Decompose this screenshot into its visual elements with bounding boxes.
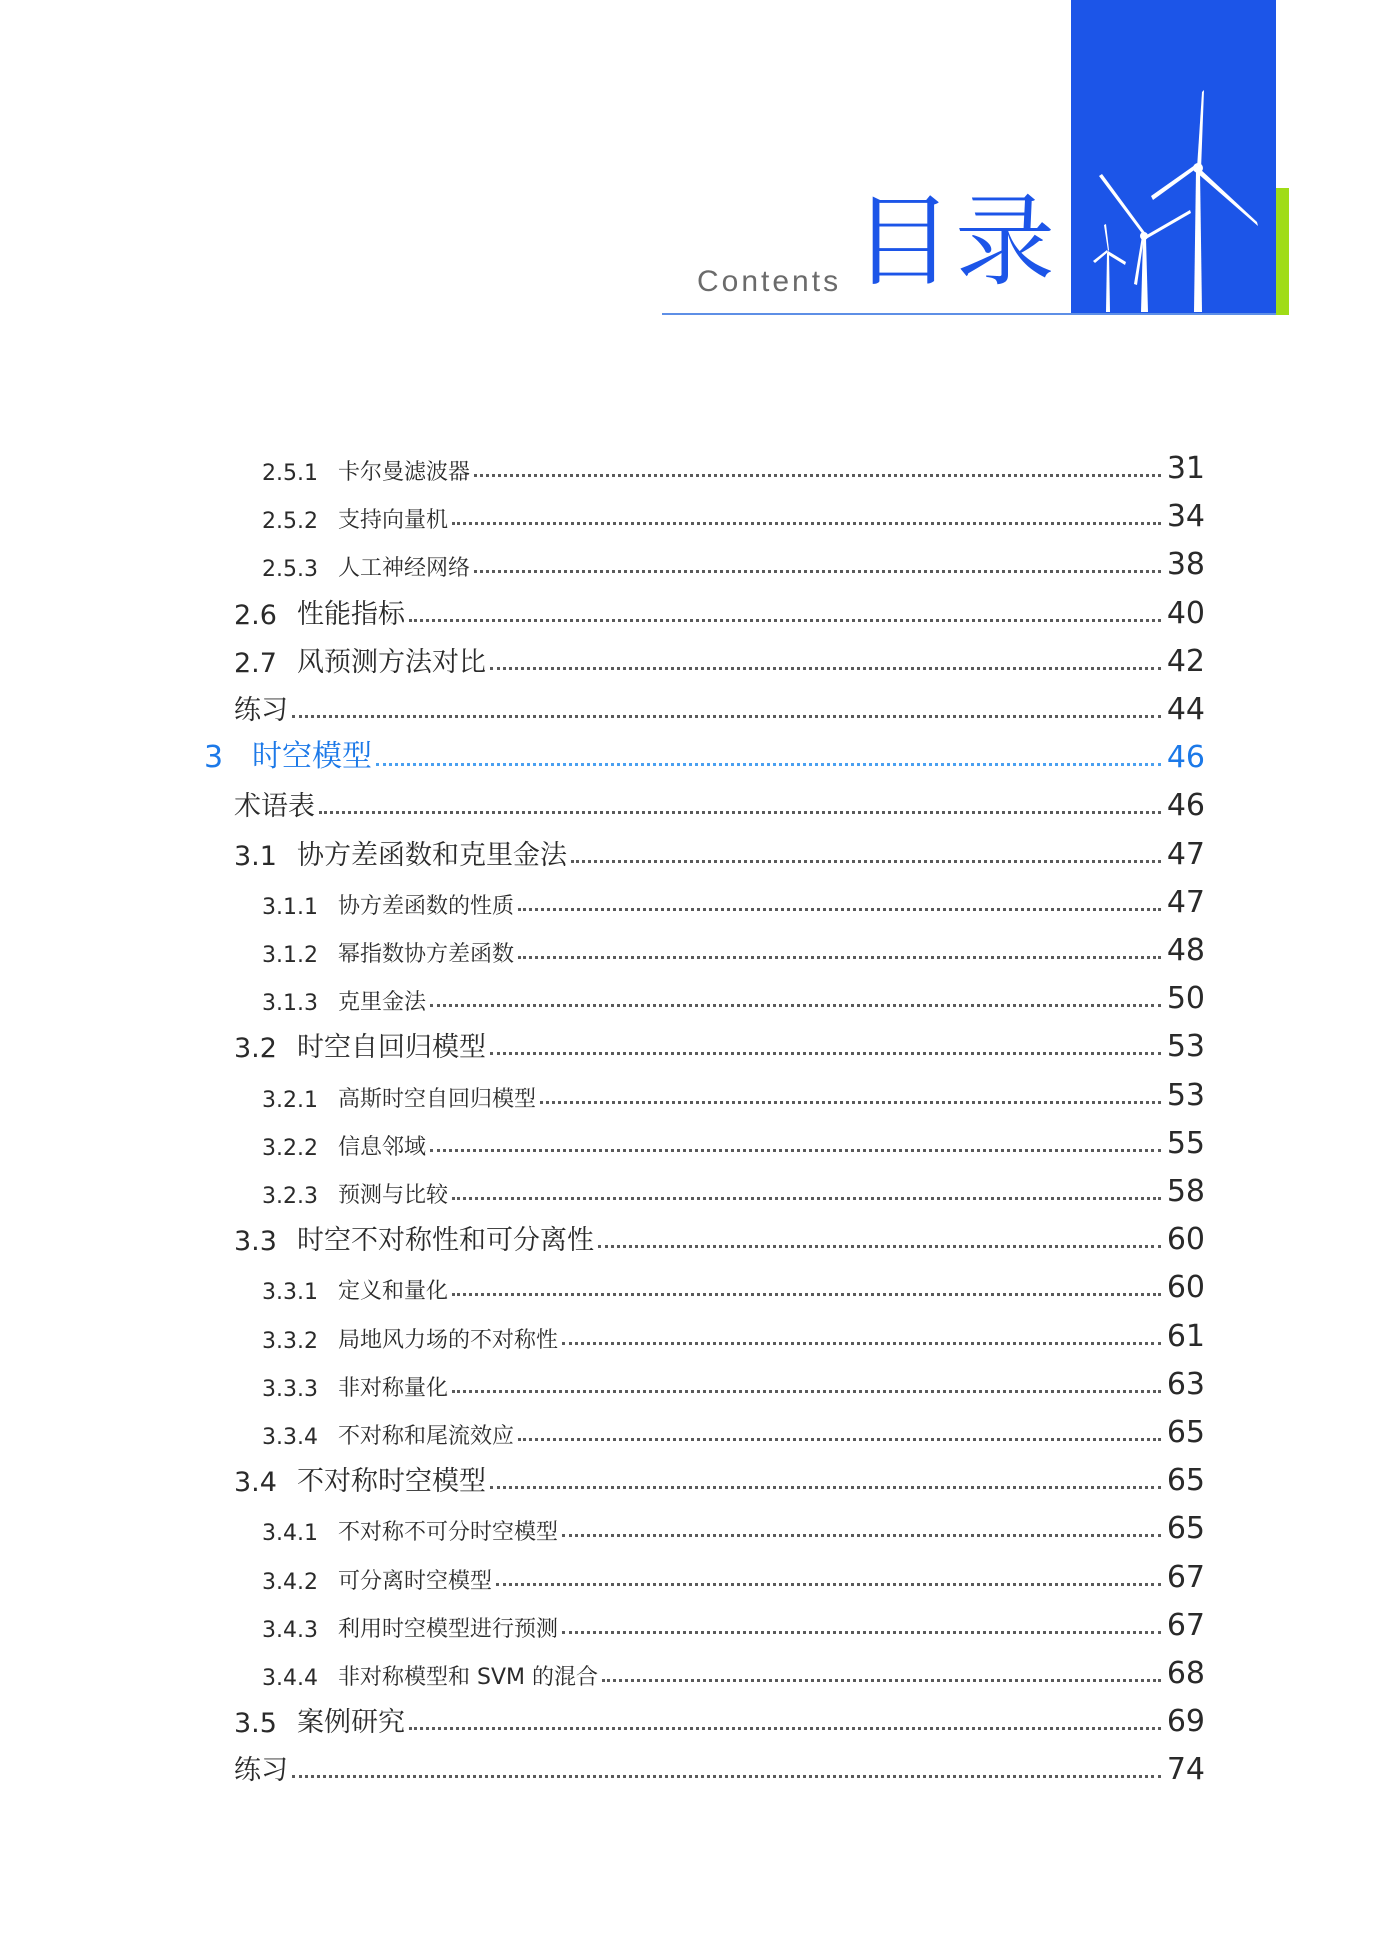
toc-entry-number: 3.1.3 xyxy=(262,991,318,1016)
toc-entry-page: 40 xyxy=(1166,596,1205,631)
toc-entry-title: 练习 xyxy=(234,695,288,726)
toc-entry-page: 69 xyxy=(1166,1704,1205,1739)
toc-entry[interactable] xyxy=(262,976,1205,1016)
toc-entry-page: 63 xyxy=(1166,1367,1205,1402)
dot-leader xyxy=(518,956,1161,959)
toc-entry-title: 协方差函数的性质 xyxy=(338,894,515,919)
toc-entry-title: 卡尔曼滤波器 xyxy=(338,460,471,485)
toc-entry-page: 61 xyxy=(1166,1319,1205,1354)
dot-leader xyxy=(490,1052,1161,1055)
toc-entry[interactable] xyxy=(262,1314,1205,1354)
contents-label: Contents xyxy=(697,265,842,298)
dot-leader xyxy=(496,1583,1161,1586)
toc-entry-page: 53 xyxy=(1166,1029,1205,1064)
toc-entry-number: 3.1 xyxy=(234,841,277,872)
toc-entry-title: 定义和量化 xyxy=(338,1279,449,1304)
toc-entry-number: 3.1.1 xyxy=(262,895,318,920)
toc-entry-title: 幂指数协方差函数 xyxy=(338,942,515,967)
toc-entry-number: 3.3 xyxy=(234,1226,277,1257)
dot-leader xyxy=(518,908,1161,911)
toc-entry-number: 3.3.3 xyxy=(262,1377,318,1402)
toc-entry-number: 3.3.1 xyxy=(262,1280,318,1305)
toc-entry[interactable] xyxy=(234,687,1205,727)
toc-entry-number: 3.2.1 xyxy=(262,1088,318,1113)
toc-entry[interactable] xyxy=(262,1169,1205,1209)
toc-entry-title: 风预测方法对比 xyxy=(297,647,486,678)
toc-entry-page: 65 xyxy=(1166,1415,1205,1450)
dot-leader xyxy=(430,1004,1161,1007)
dot-leader xyxy=(292,715,1161,718)
toc-entry[interactable] xyxy=(262,1073,1205,1113)
dot-leader xyxy=(452,1390,1161,1393)
toc-entry[interactable] xyxy=(234,1699,1205,1739)
toc-entry[interactable] xyxy=(262,880,1205,920)
dot-leader xyxy=(452,1197,1161,1200)
toc-entry-number: 3.4.4 xyxy=(262,1666,318,1691)
toc-entry[interactable] xyxy=(262,1410,1205,1450)
toc-entry[interactable] xyxy=(234,1458,1205,1498)
toc-entry-number: 3.5 xyxy=(234,1708,277,1739)
toc-entry[interactable] xyxy=(234,1024,1205,1064)
dot-leader xyxy=(319,811,1161,814)
toc-entry-number: 3.2.3 xyxy=(262,1184,318,1209)
toc-entry-page: 60 xyxy=(1166,1270,1205,1305)
toc-entry[interactable] xyxy=(234,1747,1205,1787)
toc-entry-title: 人工神经网络 xyxy=(338,556,471,581)
toc-entry[interactable] xyxy=(204,735,1205,775)
toc-entry-title: 高斯时空自回归模型 xyxy=(338,1087,537,1112)
toc-entry-page: 47 xyxy=(1166,837,1205,872)
toc-entry-title: 可分离时空模型 xyxy=(338,1569,493,1594)
toc-entry[interactable] xyxy=(262,928,1205,968)
toc-entry-title: 利用时空模型进行预测 xyxy=(338,1617,559,1642)
dot-leader xyxy=(540,1101,1161,1104)
toc-entry-page: 60 xyxy=(1166,1222,1205,1257)
toc-entry-number: 2.7 xyxy=(234,648,277,679)
toc-entry-number: 2.6 xyxy=(234,600,277,631)
toc-entry[interactable] xyxy=(234,639,1205,679)
dot-leader xyxy=(474,474,1161,477)
toc-entry-page: 67 xyxy=(1166,1560,1205,1595)
toc-entry-title: 克里金法 xyxy=(338,990,427,1015)
toc-entry-page: 50 xyxy=(1166,981,1205,1016)
header-green-bar xyxy=(1276,188,1289,315)
page-title: 目录 xyxy=(853,183,1057,300)
dot-leader xyxy=(490,667,1161,670)
dot-leader xyxy=(409,619,1161,622)
toc-entry-page: 65 xyxy=(1166,1511,1205,1546)
dot-leader xyxy=(376,763,1161,766)
dot-leader xyxy=(571,860,1161,863)
dot-leader xyxy=(562,1342,1161,1345)
toc-entry-title: 不对称不可分时空模型 xyxy=(338,1520,559,1545)
toc-entry[interactable] xyxy=(262,1603,1205,1643)
toc-entry-number: 3.4.3 xyxy=(262,1618,318,1643)
toc-entry-number: 2.5.2 xyxy=(262,509,318,534)
toc-entry-page: 53 xyxy=(1166,1078,1205,1113)
toc-entry-page: 46 xyxy=(1166,740,1205,775)
toc-entry-page: 67 xyxy=(1166,1608,1205,1643)
toc-entry-page: 46 xyxy=(1166,788,1205,823)
toc-entry[interactable] xyxy=(262,1362,1205,1402)
toc-entry-number: 2.5.3 xyxy=(262,557,318,582)
toc-entry-title: 信息邻域 xyxy=(338,1135,427,1160)
dot-leader xyxy=(602,1679,1161,1682)
toc-entry[interactable] xyxy=(262,1121,1205,1161)
dot-leader xyxy=(292,1775,1161,1778)
dot-leader xyxy=(430,1149,1161,1152)
toc-entry-page: 74 xyxy=(1166,1752,1205,1787)
toc-entry-title: 术语表 xyxy=(234,791,315,822)
toc-entry[interactable] xyxy=(262,1555,1205,1595)
toc-entry-number: 2.5.1 xyxy=(262,461,318,486)
toc-entry-page: 34 xyxy=(1166,499,1205,534)
toc-entry-page: 38 xyxy=(1166,547,1205,582)
dot-leader xyxy=(474,570,1161,573)
toc-entry-number: 3.4.1 xyxy=(262,1521,318,1546)
toc-entry-page: 31 xyxy=(1166,451,1205,486)
toc-entry-title: 非对称模型和 SVM 的混合 xyxy=(338,1665,598,1690)
toc-entry-page: 47 xyxy=(1166,885,1205,920)
toc-entry-title: 局地风力场的不对称性 xyxy=(338,1328,559,1353)
toc-entry[interactable] xyxy=(262,1651,1205,1691)
toc-entry-title: 案例研究 xyxy=(297,1707,405,1738)
dot-leader xyxy=(409,1727,1161,1730)
dot-leader xyxy=(490,1486,1161,1489)
toc-entry-page: 58 xyxy=(1166,1174,1205,1209)
dot-leader xyxy=(452,522,1161,525)
toc-entry-page: 48 xyxy=(1166,933,1205,968)
toc-entry-page: 42 xyxy=(1166,644,1205,679)
toc-entry-title: 非对称量化 xyxy=(338,1376,449,1401)
toc-entry-page: 44 xyxy=(1166,692,1205,727)
wind-turbines-icon xyxy=(1071,0,1276,315)
toc-entry-number: 3.1.2 xyxy=(262,943,318,968)
toc-entry-title: 不对称时空模型 xyxy=(297,1466,486,1497)
toc-entry-title: 支持向量机 xyxy=(338,508,449,533)
toc-entry[interactable] xyxy=(234,783,1205,823)
toc-entry-page: 55 xyxy=(1166,1126,1205,1161)
toc-entry[interactable] xyxy=(262,542,1205,582)
toc-entry-title: 时空自回归模型 xyxy=(297,1032,486,1063)
toc-entry-title: 协方差函数和克里金法 xyxy=(297,840,567,871)
toc-entry[interactable] xyxy=(262,1506,1205,1546)
toc-entry-title: 时空模型 xyxy=(252,739,372,774)
toc-entry-title: 时空不对称性和可分离性 xyxy=(297,1225,594,1256)
dot-leader xyxy=(598,1245,1161,1248)
toc-entry[interactable] xyxy=(234,591,1205,631)
toc-entry[interactable] xyxy=(262,446,1205,486)
dot-leader xyxy=(562,1631,1161,1634)
toc-entry-page: 65 xyxy=(1166,1463,1205,1498)
toc-entry-title: 预测与比较 xyxy=(338,1183,449,1208)
toc-entry-title: 性能指标 xyxy=(297,599,405,630)
toc-entry-number: 3.2.2 xyxy=(262,1136,318,1161)
toc-entry[interactable] xyxy=(234,1217,1205,1257)
toc-entry-number: 3.3.4 xyxy=(262,1425,318,1450)
dot-leader xyxy=(562,1534,1161,1537)
toc-entry-number: 3.4.2 xyxy=(262,1570,318,1595)
toc-entry-title: 不对称和尾流效应 xyxy=(338,1424,515,1449)
toc-entry-title: 练习 xyxy=(234,1755,288,1786)
header-underline xyxy=(662,313,1276,315)
toc-entry-number: 3 xyxy=(204,740,224,775)
toc-entry-number: 3.3.2 xyxy=(262,1329,318,1354)
toc-entry[interactable] xyxy=(262,494,1205,534)
toc-entry-page: 68 xyxy=(1166,1656,1205,1691)
dot-leader xyxy=(452,1293,1161,1296)
toc-entry[interactable] xyxy=(262,1265,1205,1305)
toc-entry-number: 3.2 xyxy=(234,1033,277,1064)
toc-entry[interactable] xyxy=(234,832,1205,872)
dot-leader xyxy=(518,1438,1161,1441)
toc-entry-number: 3.4 xyxy=(234,1467,277,1498)
